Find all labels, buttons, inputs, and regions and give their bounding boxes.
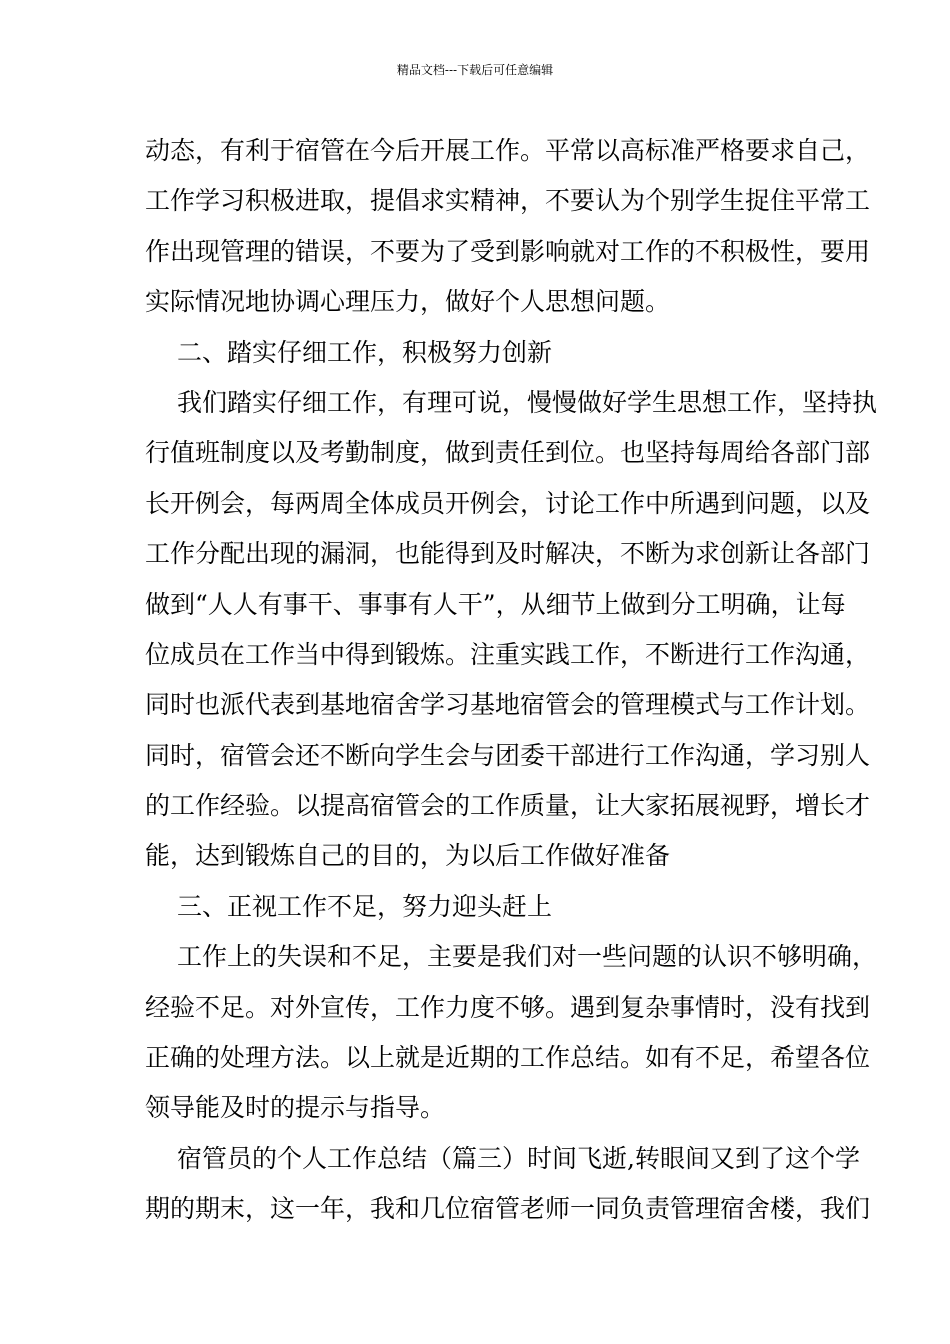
text-line: 同时也派代表到基地宿舍学习基地宿管会的管理模式与工作计划。 (145, 690, 871, 720)
text-line: 期的期末，这一年，我和几位宿管老师一同负责管理宿舍楼，我们 (145, 1194, 871, 1224)
text-line: 动态，有利于宿管在今后开展工作。平常以高标准严格要求自己， (145, 136, 871, 165)
text-line: 实际情况地协调心理压力，做好个人思想问题。 (145, 287, 671, 317)
text-line: 经验不足。对外宣传，工作力度不够。遇到复杂事情时，没有找到 (145, 992, 871, 1022)
text-line: 长开例会，每两周全体成员开例会，讨论工作中所遇到问题，以及 (145, 488, 871, 518)
text-line: 领导能及时的提示与指导。 (145, 1093, 446, 1123)
page-header: 精品文档---下载后可任意编辑 (396, 63, 554, 77)
text-line: 工作学习积极进取，提倡求实精神，不要认为个别学生捉住平常工 (145, 186, 871, 216)
text-line: 的工作经验。以提高宿管会的工作质量，让大家拓展视野，增长才 (145, 791, 871, 821)
text-line: 正确的处理方法。以上就是近期的工作总结。如有不足，希望各位 (145, 1043, 871, 1073)
text-line: 做到“人人有事干、事事有人干”，从细节上做到分工明确，让每 (145, 589, 846, 619)
text-line: 位成员在工作当中得到锻炼。注重实践工作，不断进行工作沟通， (145, 639, 871, 669)
text-line: 作出现管理的错误，不要为了受到影响就对工作的不积极性，要用 (145, 236, 871, 266)
section-heading: 二、踏实仔细工作，积极努力创新 (177, 337, 553, 367)
text-line: 宿管员的个人工作总结（篇三）时间飞逝,转眼间又到了这个学 (177, 1143, 860, 1173)
section-heading: 三、正视工作不足，努力迎头赶上 (177, 891, 553, 921)
text-line: 能，达到锻炼自己的目的，为以后工作做好准备 (145, 841, 671, 871)
document-body (145, 126, 878, 1235)
text-line: 我们踏实仔细工作，有理可说，慢慢做好学生思想工作，坚持执 (177, 387, 878, 417)
text-line: 工作分配出现的漏洞，也能得到及时解决，不断为求创新让各部门 (145, 539, 871, 569)
text-line: 同时，宿管会还不断向学生会与团委干部进行工作沟通，学习别人 (145, 740, 871, 770)
text-line: 行值班制度以及考勤制度，做到责任到位。也坚持每周给各部门部 (145, 438, 871, 468)
text-line: 工作上的失误和不足，主要是我们对一些问题的认识不够明确， (177, 942, 878, 972)
